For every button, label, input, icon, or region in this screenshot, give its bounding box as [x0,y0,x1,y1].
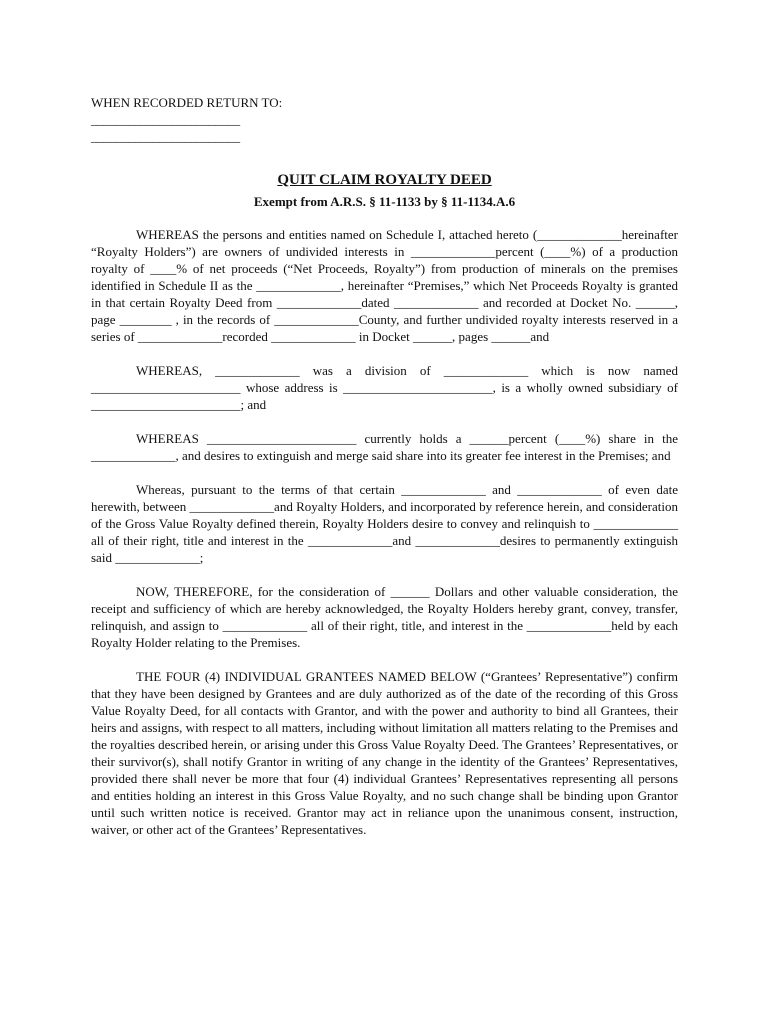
whereas-paragraph-2: WHEREAS, _____________ was a division of _____________ which is now named _______________________ whose address is _______________________, is a wholly owned subsidiary of _______________________; and [91,363,678,412]
whereas-paragraph-4: Whereas, pursuant to the terms of that certain _____________ and _____________ of even date herewith, between _____________and Royalty Holders, and incorporated by reference herein, and consideration of the Gross Value Royalty defined therein, Royalty Holders desire to convey and relinquish to _____________ all of their right, title and interest in the _____________and _____________desires to permanently extinguish said _____________; [91,482,678,565]
whereas-paragraph-1: WHEREAS the persons and entities named on Schedule I, attached hereto (_____________hereinafter “Royalty Holders”) are owners of undivided interests in _____________percent (____%) of a production royalty of ____% of net proceeds (“Net Proceeds, Royalty”) from production of minerals on the premises identified in Schedule II as the _____________, hereinafter “Premises,” which Net Proceeds Royalty is granted in that certain Royalty Deed from _____________dated _____________ and recorded at Docket No. ______, page ________ , in the records of _____________County, and further undivided royalty interests reserved in a series of _____________recorded _____________ in Docket ______, pages ______and [91,227,678,344]
document-title: QUIT CLAIM ROYALTY DEED [277,172,492,188]
grantees-paragraph: THE FOUR (4) INDIVIDUAL GRANTEES NAMED BELOW (“Grantees’ Representative”) confirm that they have been designed by Grantees and are duly authorized as of the date of the recording of this Gross Value Royalty Deed, for all contacts with Grantor, and with the power and authority to bind all Grantees, their heirs and assigns, with respect to all matters, including without limitation all matters relating to the Premises and the royalties described herein, or arising under this Gross Value Royalty Deed. The Grantees’ Representatives, or their survivor(s), shall notify Grantor in writing of any change in the identity of the Grantees’ Representatives, provided there shall never be more that four (4) individual Grantees’ Representatives representing all persons and entities holding an interest in this Gross Value Royalty, and no such change shall be binding upon Grantor until such written notice is received. Grantor may act in reliance upon the unanimous consent, instruction, waiver, or other act of the Grantees’ Representatives. [91,669,678,837]
return-address-line-2: ________________________ [91,129,240,144]
return-to-label: WHEN RECORDED RETURN TO: [91,95,283,110]
return-address-line-1: ________________________ [91,112,240,127]
document-subtitle: Exempt from A.R.S. § 11-1133 by § 11-1134.A.6 [253,194,516,209]
whereas-paragraph-3: WHEREAS _______________________ currently holds a ______percent (____%) share in the _____________, and desires to extinguish and merge said share into its greater fee interest in the Premises; and [91,431,678,463]
now-therefore-paragraph: NOW, THEREFORE, for the consideration of ______ Dollars and other valuable consideration, the receipt and sufficiency of which are hereby acknowledged, the Royalty Holders hereby grant, convey, transfer, relinquish, and assign to _____________ all of their right, title, and interest in the _____________held by each Royalty Holder relating to the Premises. [91,584,678,650]
